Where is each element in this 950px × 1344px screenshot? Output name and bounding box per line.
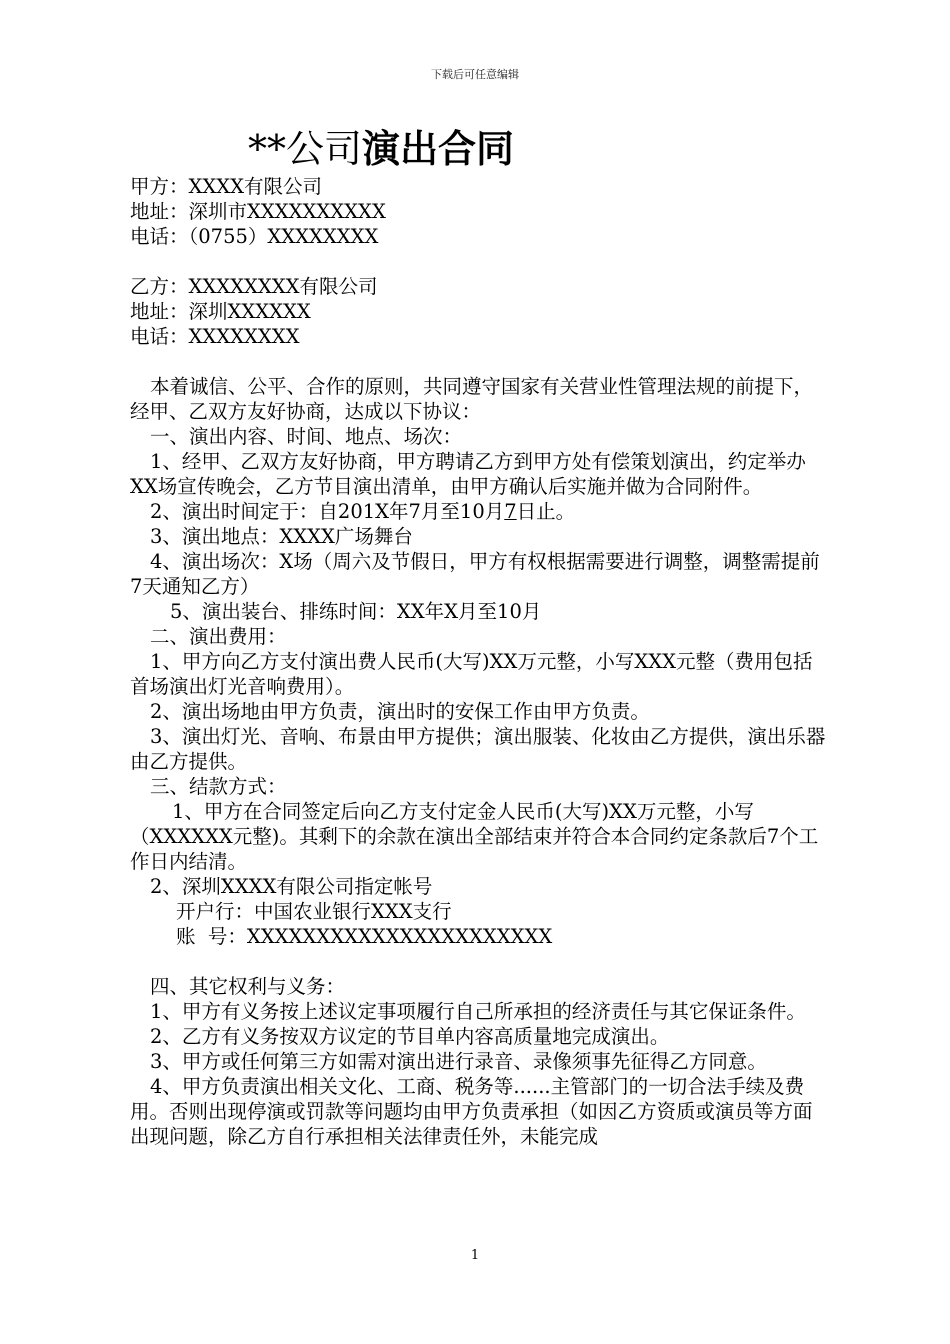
header-note: 下载后可任意编辑 — [431, 68, 519, 81]
party-a-address: 地址：深圳市XXXXXXXXXX — [130, 200, 386, 223]
section2-heading: 二、演出费用： — [150, 625, 287, 648]
section1-item2-b: 日止。 — [516, 500, 576, 523]
section1-item1: 1、经甲、乙双方友好协商，甲方聘请乙方到甲方处有偿策划演出，约定举办XX场宣传晚会，乙方节目演出清单，由甲方确认后实施并做为合同附件。 — [130, 450, 806, 498]
section1-heading: 一、演出内容、时间、地点、场次： — [150, 425, 463, 448]
section2-item3: 3、演出灯光、音响、布景由甲方提供；演出服装、化妆由乙方提供，演出乐器由乙方提供。 — [130, 725, 826, 773]
party-b-phone: 电话：XXXXXXXX — [130, 325, 300, 348]
party-a-phone: 电话：（0755）XXXXXXXX — [130, 225, 379, 248]
section4-item2: 2、乙方有义务按双方议定的节目单内容高质量地完成演出。 — [150, 1025, 670, 1048]
section1-item3: 3、演出地点：XXXX广场舞台 — [150, 525, 413, 548]
section1-item2-underlined: 7 — [504, 500, 517, 523]
contract-body — [130, 174, 830, 1149]
title-main: 演出合同 — [362, 126, 515, 171]
section1-item2-a: 2、演出时间定于：自201X年7月至10月 — [150, 500, 505, 523]
party-b-name: 乙方：XXXXXXXX有限公司 — [130, 275, 378, 298]
intro-paragraph: 本着诚信、公平、合作的原则，共同遵守国家有关营业性管理法规的前提下，经甲、乙双方友好协商，达成以下协议： — [130, 375, 814, 423]
party-a-name: 甲方：XXXX有限公司 — [130, 175, 323, 198]
section4-heading: 四、其它权利与义务： — [150, 975, 346, 998]
party-b-address: 地址：深圳XXXXXX — [130, 300, 311, 323]
section3-heading: 三、结款方式： — [150, 775, 287, 798]
section4-item1: 1、甲方有义务按上述议定事项履行自己所承担的经济责任与其它保证条件。 — [150, 1000, 806, 1023]
section4-item3: 3、甲方或任何第三方如需对演出进行录音、录像须事先征得乙方同意。 — [150, 1050, 767, 1073]
section3-item2: 2、深圳XXXX有限公司指定帐号 — [150, 875, 433, 898]
account-number: 账 号：XXXXXXXXXXXXXXXXXXXXXX — [176, 925, 553, 948]
section2-item1: 1、甲方向乙方支付演出费人民币(大写)XX万元整，小写XXX元整（费用包括首场演出灯光音响费用）。 — [130, 650, 813, 698]
section1-item2 — [130, 499, 830, 524]
bank-name: 开户行：中国农业银行XXX支行 — [176, 900, 452, 923]
page-number: 1 — [470, 1248, 480, 1263]
section1-item4: 4、演出场次：X场（周六及节假日，甲方有权根据需要进行调整，调整需提前7天通知乙方） — [130, 550, 820, 598]
section3-item1: 1、甲方在合同签定后向乙方支付定金人民币(大写)XX万元整，小写（XXXXXX元整)。其剩下的余款在演出全部结束并符合本合同约定条款后7个工作日内结清。 — [130, 800, 819, 873]
section2-item2: 2、演出场地由甲方负责，演出时的安保工作由甲方负责。 — [150, 700, 650, 723]
section4-item4: 4、甲方负责演出相关文化、工商、税务等......主管部门的一切合法手续及费用。否则出现停演或罚款等问题均由甲方负责承担（如因乙方资质或演员等方面出现问题，除乙方自行承担相关法律责任外，未能完成 — [130, 1075, 813, 1148]
section1-item5: 5、演出装台、排练时间：XX年X月至10月 — [170, 600, 542, 623]
document-title — [248, 124, 514, 174]
title-prefix: **公司 — [248, 127, 363, 171]
